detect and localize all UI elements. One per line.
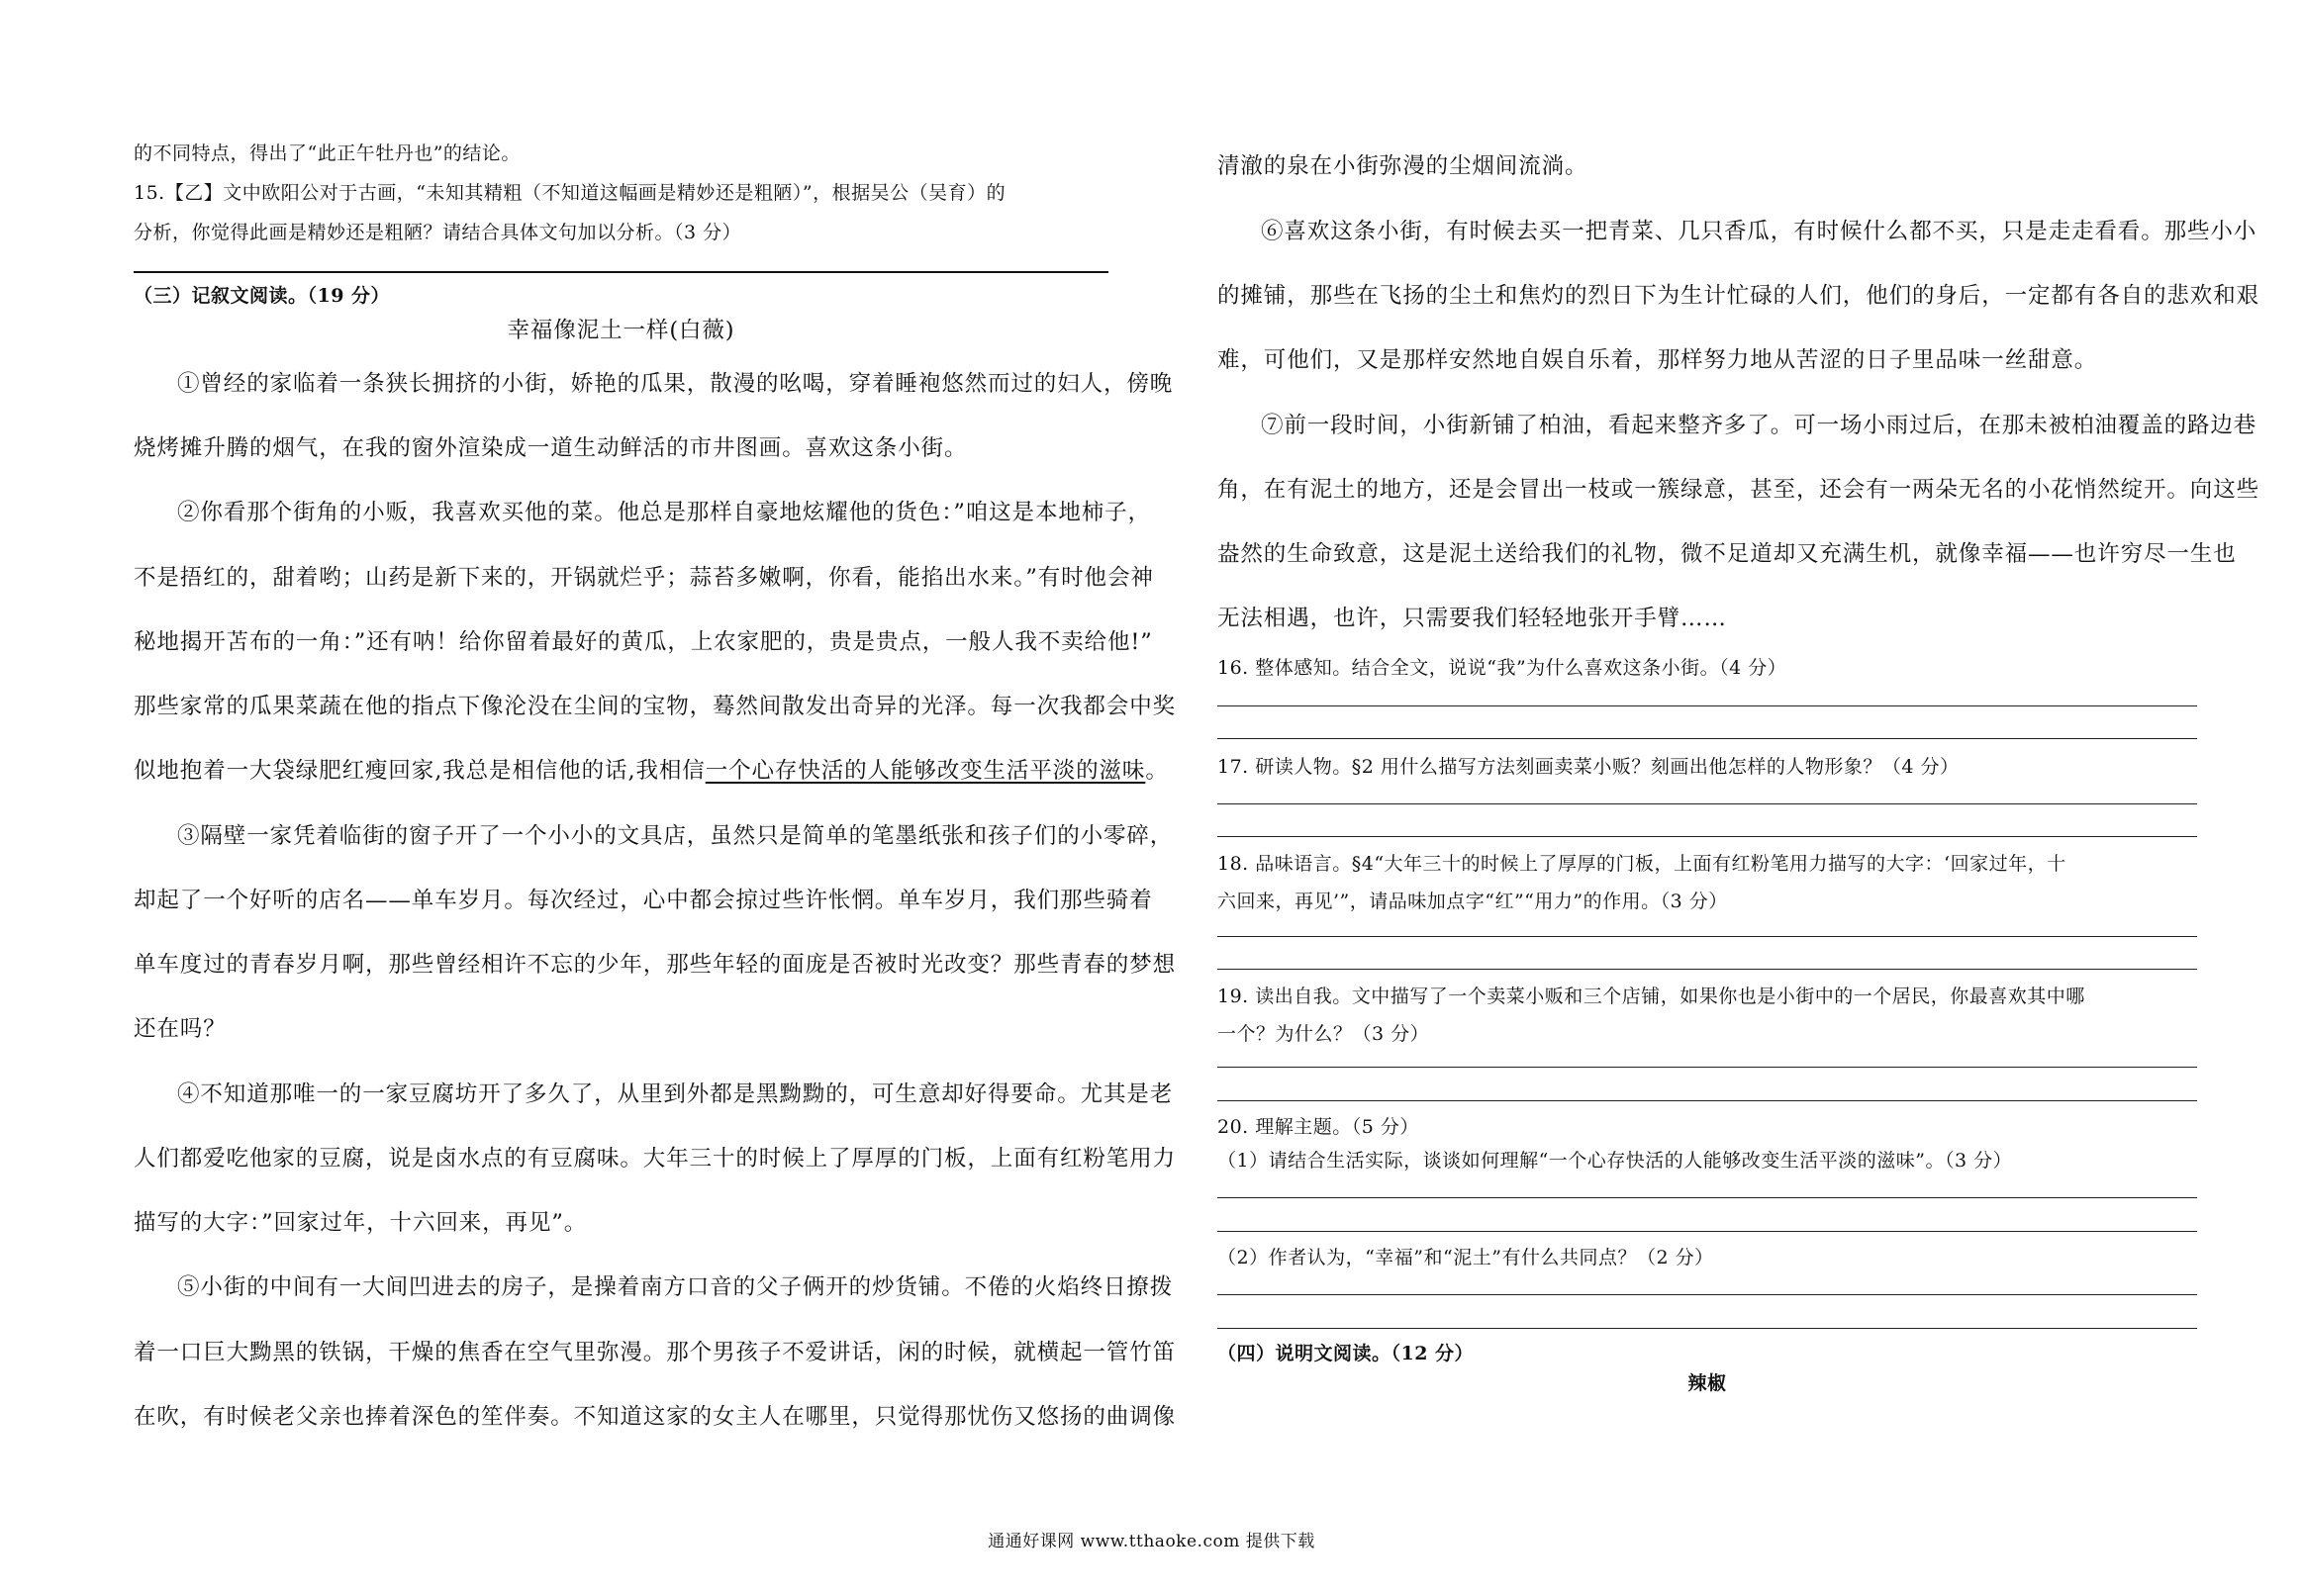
p5-line-2: 着一口巨大黝黑的铁锅，干燥的焦香在空气里弥漫。那个男孩子不爱讲话，闲的时候，就横起一管竹笛 <box>134 1340 1177 1365</box>
answer-line <box>1217 1100 2197 1101</box>
question-19-line-2: 一个？为什么？（3 分） <box>1217 1023 1430 1045</box>
section-divider <box>134 271 1108 273</box>
answer-line <box>1217 705 2197 706</box>
q15-line-1: 15.【乙】文中欧阳公对于古画，“未知其精粗（不知道这幅画是精妙还是粗陋）”，根据吴公（吴育）的 <box>134 182 1007 204</box>
answer-line <box>1217 738 2197 739</box>
p5-line-1: ⑤小街的中间有一大间凹进去的房子，是操着南方口音的父子俩开的炒货铺。不倦的火焰终日撩拨 <box>177 1274 1174 1300</box>
p7-line-3: 盎然的生命致意，这是泥土送给我们的礼物，微不足道却又充满生机，就像幸福——也许穷尽一生也 <box>1217 541 2237 567</box>
p5-line-4: 清澈的泉在小街弥漫的尘烟间流淌。 <box>1217 153 1588 179</box>
p2-line-4: 那些家常的瓜果菜蔬在他的指点下像沦没在尘间的宝物，蓦然间散发出奇异的光泽。每一次我都会中奖 <box>134 694 1177 719</box>
page-footer: 通通好课网 www.tthaoke.com 提供下载 <box>988 1532 1315 1551</box>
answer-line <box>1217 1067 2197 1068</box>
p6-line-3: 难，可他们，又是那样安然地自娱自乐着，那样努力地从苦涩的日子里品味一丝甜意。 <box>1217 347 2098 373</box>
p2-line-1: ②你看那个街角的小贩，我喜欢买他的菜。他总是那样自豪地炫耀他的货色：”咱这是本地柿子， <box>177 500 1151 525</box>
p2-line-2: 不是捂红的，甜着哟；山药是新下来的，开锅就烂乎；蒜苔多嫩啊，你看，能掐出水来。”有时他会神 <box>134 565 1154 591</box>
question-20: 20. 理解主题。（5 分） <box>1217 1116 1419 1138</box>
p3-line-3: 单车度过的青春岁月啊，那些曾经相许不忘的少年，那些年轻的面庞是否被时光改变？那些青春的梦想 <box>134 952 1177 978</box>
underlined-phrase: 一个心存快活的人能够改变生活平淡的滋味 <box>705 758 1146 784</box>
p4-line-2: 人们都爱吃他家的豆腐，说是卤水点的有豆腐味。大年三十的时候上了厚厚的门板，上面有红粉笔用力 <box>134 1146 1177 1172</box>
answer-line <box>1217 1328 2197 1329</box>
answer-line <box>1217 836 2197 837</box>
p3-line-1: ③隔壁一家凭着临街的窗子开了一个小小的文具店，虽然只是简单的笔墨纸张和孩子们的小零碎， <box>177 823 1174 849</box>
answer-line <box>1217 803 2197 804</box>
answer-line <box>1217 1197 2197 1198</box>
section4-heading: （四）说明文阅读。（12 分） <box>1217 1343 1475 1364</box>
answer-line <box>1217 1294 2197 1295</box>
q14-tail: 的不同特点，得出了“此正午牡丹也”的结论。 <box>134 142 521 164</box>
p2-line-5 <box>134 753 1169 785</box>
section4-title: 辣椒 <box>1687 1372 1727 1394</box>
p2-line-5-end: 。 <box>1145 758 1169 784</box>
question-20-2: （2）作者认为，“幸福”和“泥土”有什么共同点？（2 分） <box>1217 1247 1714 1268</box>
p5-line-3: 在吹，有时候老父亲也捧着深色的笙伴奏。不知道这家的女主人在哪里，只觉得那忧伤又悠扬的曲调像 <box>134 1404 1177 1430</box>
answer-line <box>1217 969 2197 970</box>
p1-line-2: 烧烤摊升腾的烟气，在我的窗外渲染成一道生动鲜活的市井图画。喜欢这条小街。 <box>134 435 968 461</box>
question-19-line-1: 19. 读出自我。文中描写了一个卖菜小贩和三个店铺，如果你也是小街中的一个居民，你最喜欢其中哪 <box>1217 986 2085 1007</box>
article-title: 幸福像泥土一样(白薇) <box>507 318 735 343</box>
p7-line-1: ⑦前一段时间，小街新铺了柏油，看起来整齐多了。可一场小雨过后，在那未被柏油覆盖的路边巷 <box>1261 413 2257 438</box>
question-18-line-2: 六回来，再见’”，请品味加点字“红”“用力”的作用。（3 分） <box>1217 891 1728 912</box>
q15-line-2: 分析，你觉得此画是精妙还是粗陋？请结合具体文句加以分析。（3 分） <box>134 222 742 243</box>
answer-line <box>1217 936 2197 937</box>
p3-line-4: 还在吗？ <box>134 1016 227 1042</box>
section3-heading: （三）记叙文阅读。（19 分） <box>134 285 391 307</box>
p7-line-4: 无法相遇，也许，只需要我们轻轻地张开手臂…… <box>1217 606 1727 631</box>
question-20-1: （1）请结合生活实际，谈谈如何理解“一个心存快活的人能够改变生活平淡的滋味”。（3 分） <box>1217 1150 2013 1172</box>
p6-line-1: ⑥喜欢这条小街，有时候去买一把青菜、几只香瓜，有时候什么都不买，只是走走看看。那些小小 <box>1261 219 2257 244</box>
p2-line-3: 秘地揭开苫布的一角：”还有呐！给你留着最好的黄瓜，上农家肥的，贵是贵点，一般人我不卖给他!” <box>134 629 1153 655</box>
question-18-line-1: 18. 品味语言。§4“大年三十的时候上了厚厚的门板，上面有红粉笔用力描写的大字：‘回家过年，十 <box>1217 853 2066 875</box>
p3-line-2: 却起了一个好听的店名——单车岁月。每次经过，心中都会掠过些许怅惘。单车岁月，我们那些骑着 <box>134 888 1153 913</box>
p4-line-3: 描写的大字：”回家过年，十六回来，再见”。 <box>134 1210 588 1236</box>
question-17: 17. 研读人物。§2 用什么描写方法刻画卖菜小贩？刻画出他怎样的人物形象？（4 分） <box>1217 756 1960 778</box>
p4-line-1: ④不知道那唯一的一家豆腐坊开了多久了，从里到外都是黑黝黝的，可生意却好得要命。尤其是老 <box>177 1081 1174 1107</box>
answer-line <box>1217 1231 2197 1232</box>
p6-line-2: 的摊铺，那些在飞扬的尘土和焦灼的烈日下为生计忙碌的人们，他们的身后，一定都有各自的悲欢和艰 <box>1217 283 2260 309</box>
question-16: 16. 整体感知。结合全文，说说“我”为什么喜欢这条小街。（4 分） <box>1217 657 1787 679</box>
p7-line-2: 角，在有泥土的地方，还是会冒出一枝或一簇绿意，甚至，还会有一两朵无名的小花悄然绽开。向这些 <box>1217 477 2260 503</box>
p2-line-5-text: 似地抱着一大袋绿肥红瘦回家,我总是相信他的话,我相信 <box>134 758 706 784</box>
p1-line-1: ①曾经的家临着一条狭长拥挤的小街，娇艳的瓜果，散漫的吆喝，穿着睡袍悠然而过的妇人，傍晚 <box>177 371 1174 397</box>
